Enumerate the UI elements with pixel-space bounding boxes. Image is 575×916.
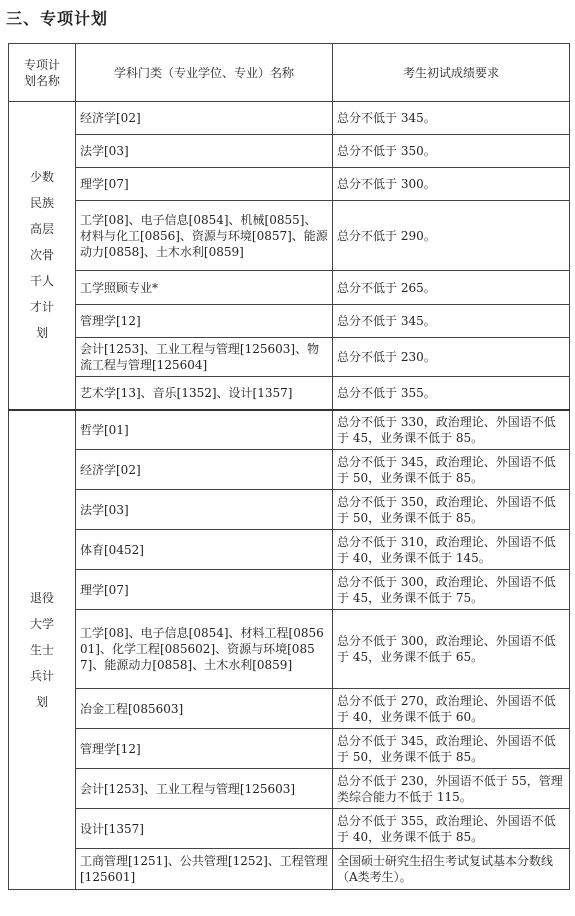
subject-cell: 理学[07] [76, 570, 333, 610]
table-row [9, 570, 570, 610]
requirement-cell: 总分不低于 345。 [333, 102, 570, 135]
header-subject: 学科门类（专业学位、专业）名称 [76, 44, 333, 102]
subject-cell: 艺术学[13]、音乐[1352]、设计[1357] [76, 377, 333, 410]
subject-cell: 理学[07] [76, 168, 333, 201]
requirement-cell: 总分不低于 290。 [333, 201, 570, 271]
requirement-cell: 总分不低于 300。 [333, 168, 570, 201]
table-row [9, 135, 570, 168]
requirement-cell: 总分不低于 355，政治理论、外国语不低于 40，业务课不低于 85。 [333, 809, 570, 849]
requirement-cell: 总分不低于 345。 [333, 305, 570, 338]
requirement-cell: 总分不低于 345，政治理论、外国语不低于 50，业务课不低于 85。 [333, 729, 570, 769]
subject-cell: 工学照顾专业* [76, 271, 333, 305]
requirement-cell: 总分不低于 310，政治理论、外国语不低于 40，业务课不低于 145。 [333, 530, 570, 570]
requirement-cell: 总分不低于 355。 [333, 377, 570, 410]
subject-cell: 管理学[12] [76, 729, 333, 769]
table-row [9, 377, 570, 410]
subject-cell: 设计[1357] [76, 809, 333, 849]
subject-cell: 哲学[01] [76, 410, 333, 450]
table-row [9, 809, 570, 849]
header-requirement: 考生初试成绩要求 [333, 44, 570, 102]
table-row [9, 689, 570, 729]
requirement-cell: 总分不低于 330，政治理论、外国语不低于 45，业务课不低于 85。 [333, 410, 570, 450]
table-row [9, 610, 570, 689]
table-row [9, 769, 570, 809]
table-row [9, 168, 570, 201]
requirement-cell: 总分不低于 270，政治理论、外国语不低于 40，业务课不低于 60。 [333, 689, 570, 729]
table-row [9, 530, 570, 570]
subject-cell: 法学[03] [76, 135, 333, 168]
subject-cell: 体育[0452] [76, 530, 333, 570]
subject-cell: 冶金工程[085603] [76, 689, 333, 729]
table-row [9, 102, 570, 135]
section-title: 三、专项计划 [6, 9, 109, 28]
requirement-cell: 总分不低于 350。 [333, 135, 570, 168]
table-row [9, 450, 570, 490]
table-row [9, 271, 570, 305]
group-veteran-student-plan: 退役 大学 生士 兵计 划 [9, 410, 76, 890]
requirement-cell: 总分不低于 345，政治理论、外国语不低于 50，业务课不低于 85。 [333, 450, 570, 490]
group-ethnic-minority-plan: 少数 民族 高层 次骨 干人 才计 划 [9, 102, 76, 410]
requirement-cell: 总分不低于 230。 [333, 338, 570, 377]
header-plan-name: 专项计 划名称 [9, 44, 76, 102]
subject-cell: 管理学[12] [76, 305, 333, 338]
subject-cell: 会计[1253]、工业工程与管理[125603] [76, 769, 333, 809]
subject-cell: 经济学[02] [76, 102, 333, 135]
requirement-cell: 全国硕士研究生招生考试复试基本分数线（A类考生）。 [333, 849, 570, 890]
subject-cell: 经济学[02] [76, 450, 333, 490]
subject-cell: 法学[03] [76, 490, 333, 530]
table-row [9, 410, 570, 450]
table-row [9, 338, 570, 377]
table-row [9, 729, 570, 769]
table-row [9, 201, 570, 271]
table-body [9, 102, 570, 890]
table-row [9, 305, 570, 338]
requirement-cell: 总分不低于 265。 [333, 271, 570, 305]
table-header-row [9, 44, 570, 102]
requirement-cell: 总分不低于 300，政治理论、外国语不低于 45，业务课不低于 65。 [333, 610, 570, 689]
requirement-cell: 总分不低于 350，政治理论、外国语不低于 50，业务课不低于 85。 [333, 490, 570, 530]
subject-cell: 工学[08]、电子信息[0854]、机械[0855]、材料与化工[0856]、资源与环境[0857]、能源动力[0858]、土木水利[0859] [76, 201, 333, 271]
subject-cell: 工商管理[1251]、公共管理[1252]、工程管理[125601] [76, 849, 333, 890]
table-row [9, 490, 570, 530]
requirement-cell: 总分不低于 300，政治理论、外国语不低于 45，业务课不低于 75。 [333, 570, 570, 610]
special-plan-table [8, 43, 570, 890]
requirement-cell: 总分不低于 230，外国语不低于 55，管理类综合能力不低于 115。 [333, 769, 570, 809]
table-row [9, 849, 570, 890]
subject-cell: 工学[08]、电子信息[0854]、材料工程[085601]、化学工程[085602]、资源与环境[0857]、能源动力[0858]、土木水利[0859] [76, 610, 333, 689]
subject-cell: 会计[1253]、工业工程与管理[125603]、物流工程与管理[125604] [76, 338, 333, 377]
